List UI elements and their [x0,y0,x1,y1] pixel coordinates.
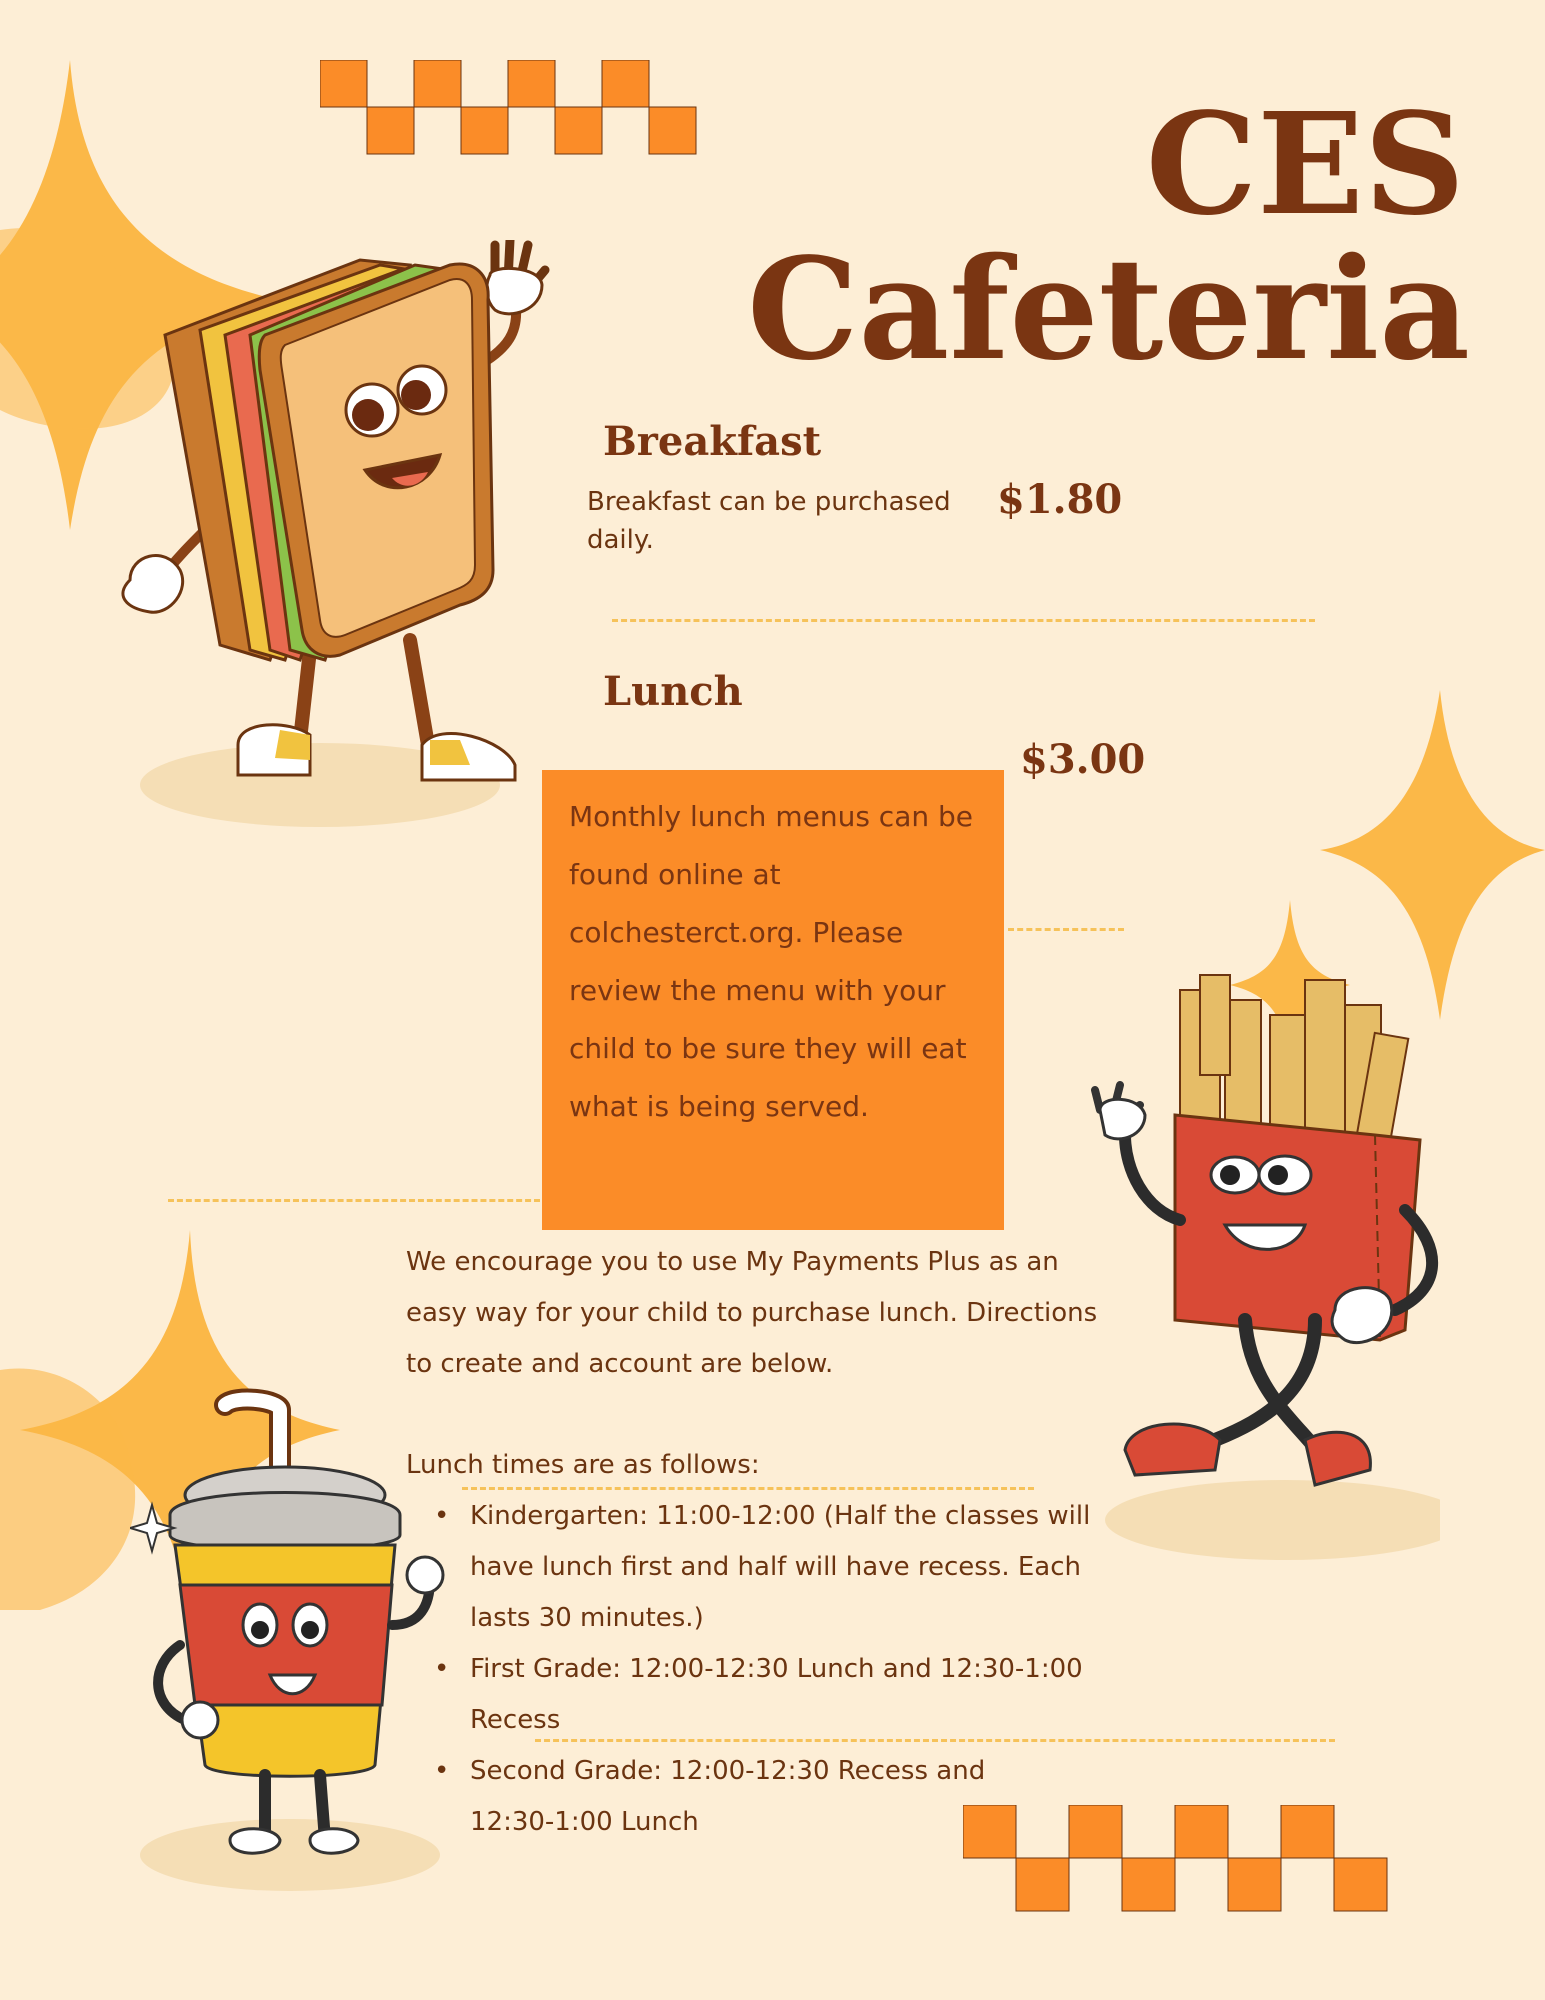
divider [1008,928,1124,931]
page-title-line1: CES [1145,83,1465,247]
breakfast-price: $1.80 [997,476,1123,523]
page-title-line2: Cafeteria [747,228,1470,392]
list-item: • Second Grade: 12:00-12:30 Recess and 12:30-1:00 Lunch [406,1746,1030,1848]
lunch-times-intro: Lunch times are as follows: [406,1450,760,1480]
breakfast-description: Breakfast can be purchased daily. [587,487,951,555]
lunch-times-list [406,1491,1146,1848]
divider [535,1739,1335,1742]
payments-note: We encourage you to use My Payments Plus as an easy way for your child to purchase lunch. Directions to create and account are below. [406,1247,1098,1379]
sandwich-mascot-icon [110,240,550,830]
divider [612,619,1315,622]
lunch-heading: Lunch [603,668,743,715]
lunch-price: $3.00 [1020,736,1146,783]
list-item: • First Grade: 12:00-12:30 Lunch and 12:30-1:00 Recess [406,1644,1146,1746]
divider [168,1199,540,1202]
lunch-menu-callout [542,770,1004,1230]
divider [462,1487,1034,1490]
lunch-menu-note: Monthly lunch menus can be found online at colchesterct.org. Please review the menu with your child to be sure they will eat what is being served. [569,800,974,1123]
list-item: • Kindergarten: 11:00-12:00 (Half the classes will have lunch first and half will have recess. Each lasts 30 minutes.) [406,1491,1146,1644]
breakfast-heading: Breakfast [603,418,822,465]
checkerboard-pattern-icon [320,60,700,160]
